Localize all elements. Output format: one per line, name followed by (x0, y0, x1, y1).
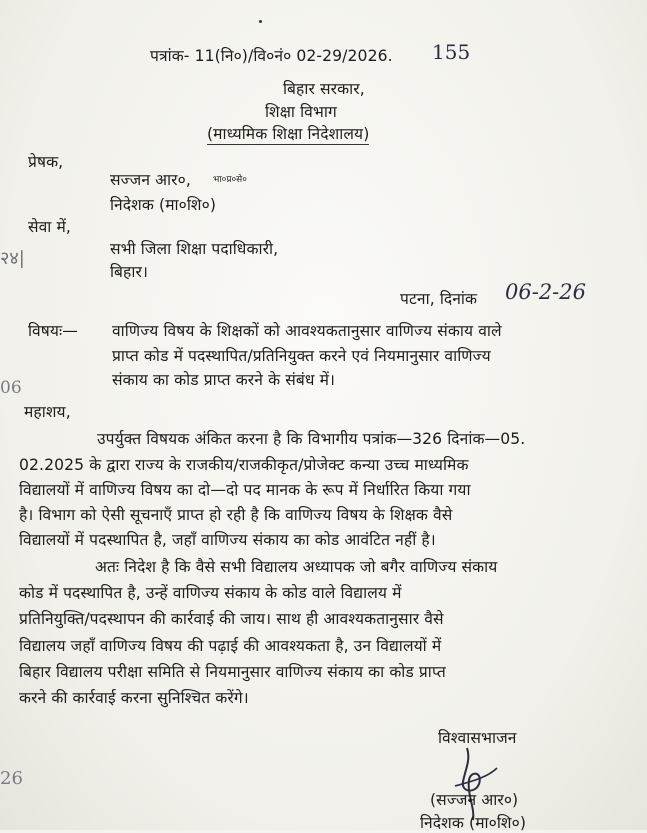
department-name: शिक्षा विभाग (265, 103, 337, 121)
subject-line-3: संकाय का कोड प्राप्त करने के संबंध में। (112, 371, 336, 389)
recipient-line-2: बिहार। (110, 263, 148, 281)
subject-label: विषयः— (28, 322, 78, 340)
margin-note-recipient: २४| (0, 248, 25, 269)
sender-name: सज्जन आर०, (110, 171, 191, 189)
sender-label: प्रेषक, (28, 153, 64, 171)
para1-line-1: उपर्युक्त विषयक अंकित करना है कि विभागीय पत्रांक—326 दिनांक—05. (97, 430, 526, 448)
recipient-line-1: सभी जिला शिक्षा पदाधिकारी, (110, 240, 279, 258)
reference-number: पत्रांक- 11(नि०)/वि०नं० 02-29/2026. (150, 47, 393, 65)
subject-line-1: वाणिज्य विषय के शिक्षकों को आवश्यकतानुसार वाणिज्य संकाय वाले (112, 322, 502, 340)
sender-designation: निदेशक (मा०शि०) (110, 196, 217, 214)
para2-line-2: कोड में पदस्थापित है, उन्हें वाणिज्य संकाय के कोड वाले विद्यालय में (19, 584, 402, 602)
salutation: महाशय, (24, 403, 71, 421)
margin-note-bottom: 26 (0, 768, 23, 789)
para2-line-5: बिहार विद्यालय परीक्षा समिति से नियमानुसार वाणिज्य संकाय का कोड प्राप्त (19, 663, 446, 681)
para1-line-3: विद्यालयों में वाणिज्य विषय का दो—दो पद मानक के रूप में निर्धारित किया गया (19, 481, 471, 499)
place-date-label: पटना, दिनांक (400, 290, 478, 308)
closing-designation: निदेशक (मा०शि०) (420, 814, 527, 832)
para2-line-6: करने की कार्रवाई करना सुनिश्चित करेंगे। (19, 689, 249, 707)
para2-line-4: विद्यालय जहाँ वाणिज्य विषय की पढ़ाई की आवश्यकता है, उन विद्यालयों में (19, 637, 442, 655)
speck (259, 20, 262, 23)
signature-mark (435, 742, 545, 822)
subject-line-2: प्राप्त कोड में पदस्थापित/प्रतिनियुक्त करने एवं नियमानुसार वाणिज्य (112, 347, 491, 365)
recipient-label: सेवा में, (28, 218, 71, 236)
date-handwritten: 06-2-26 (505, 280, 586, 304)
margin-note-subject: 06 (0, 378, 22, 398)
para2-line-1: अतः निदेश है कि वैसे सभी विद्यालय अध्यापक जो बगैर वाणिज्य संकाय (95, 558, 498, 576)
para2-line-3: प्रतिनियुक्ति/पदस्थापन की कार्रवाई की जाय। साथ ही आवश्यकतानुसार वैसे (19, 610, 444, 628)
para1-line-5: विद्यालयों में पदस्थापित है, जहाँ वाणिज्य संकाय का कोड आवंटित नहीं है। (19, 531, 436, 549)
para1-line-4: है। विभाग को ऐसी सूचनाएँ प्राप्त हो रही है कि वाणिज्य विषय के शिक्षक वैसे (19, 506, 453, 524)
closing-name: (सज्जन आर०) (430, 791, 519, 809)
government-name: बिहार सरकार, (283, 80, 365, 98)
closing-regards: विश्वासभाजन (438, 729, 517, 747)
directorate-name: (माध्यमिक शिक्षा निदेशालय) (207, 122, 369, 145)
sender-service: भा०प्र०से० (213, 175, 247, 185)
para1-line-2: 02.2025 के द्वारा राज्य के राजकीय/राजकीकृत/प्रोजेक्ट कन्या उच्च माध्यमिक (19, 456, 469, 474)
reference-handwritten: 155 (432, 40, 471, 64)
